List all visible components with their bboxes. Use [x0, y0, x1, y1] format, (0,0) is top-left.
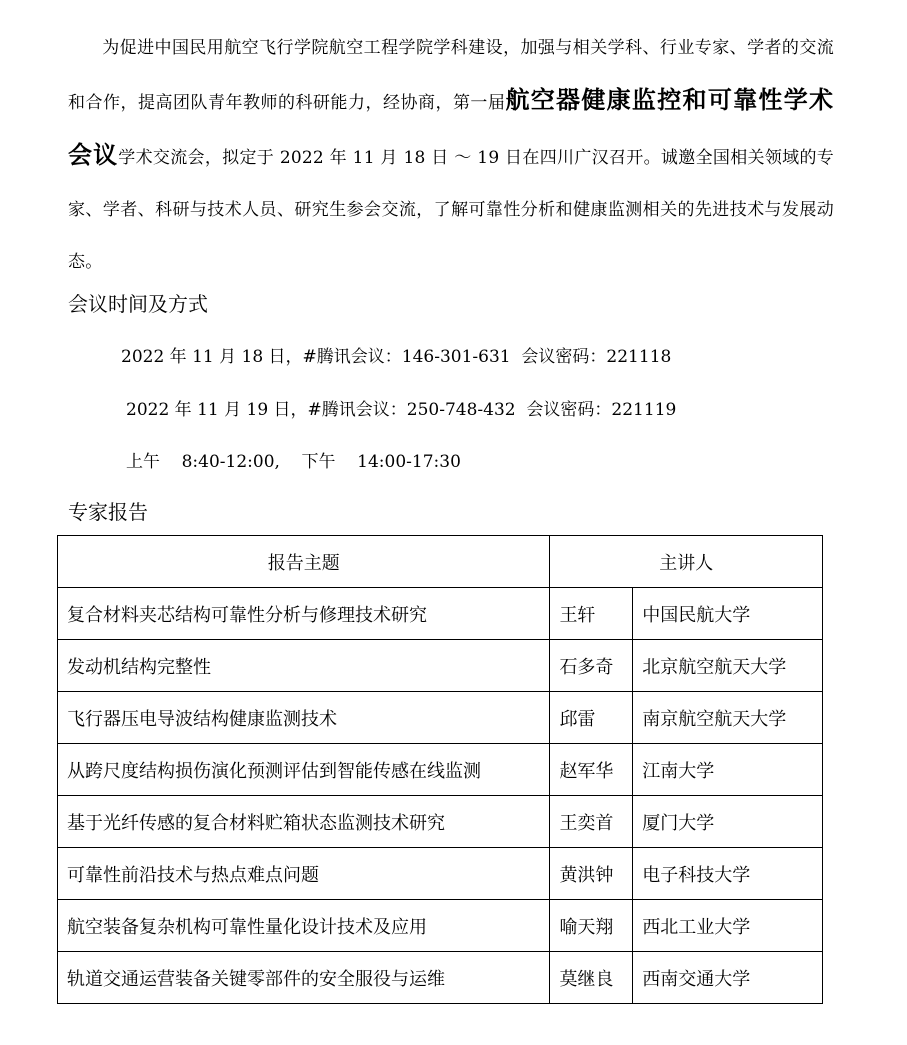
intro-text-part2: 学术交流会，拟定于 2022 年 11 月 18 日 ～ 19 日在四川广汉召开。诚邀全国相关领域的专家、学者、科研与技术人员、研究生参会交流，了解可靠性分析和健康监测相关的先进技术与发展动态。: [68, 148, 835, 272]
table-row: [58, 744, 823, 796]
speaker-name: 王奕首: [550, 796, 633, 848]
meeting-heading: 会议时间及方式: [68, 292, 208, 316]
report-topic: 从跨尺度结构损伤演化预测评估到智能传感在线监测: [58, 744, 550, 796]
report-topic: 复合材料夹芯结构可靠性分析与修理技术研究: [58, 588, 550, 640]
report-topic: 可靠性前沿技术与热点难点问题: [58, 848, 550, 900]
speaker-org: 北京航空航天大学: [633, 640, 823, 692]
speaker-name: 邱雷: [550, 692, 633, 744]
speaker-org: 西南交通大学: [633, 952, 823, 1004]
intro-paragraph: [68, 22, 834, 288]
meeting-line-time: 上午 8:40-12:00, 下午 14:00-17:30: [126, 452, 461, 472]
speaker-name: 石多奇: [550, 640, 633, 692]
column-header-speaker: 主讲人: [550, 536, 823, 588]
report-topic: 飞行器压电导波结构健康监测技术: [58, 692, 550, 744]
meeting-line-day2: 2022 年 11 月 19 日，#腾讯会议：250-748-432 会议密码：221119: [126, 400, 677, 420]
speaker-name: 王轩: [550, 588, 633, 640]
table-row: [58, 848, 823, 900]
meeting-line-day1: 2022 年 11 月 18 日，#腾讯会议：146-301-631 会议密码：221118: [121, 347, 672, 367]
speaker-name: 喻天翔: [550, 900, 633, 952]
table-row: [58, 640, 823, 692]
table-row: [58, 952, 823, 1004]
table-row: [58, 900, 823, 952]
speaker-name: 赵军华: [550, 744, 633, 796]
intro-text-part1: 为促进中国民用航空飞行学院航空工程学院学科建设，加强与相关学科、行业专家、学者的交流和合作，提高团队青年教师的科研能力，经协商，第一届: [68, 38, 834, 113]
report-topic: 航空装备复杂机构可靠性量化设计技术及应用: [58, 900, 550, 952]
report-topic: 基于光纤传感的复合材料贮箱状态监测技术研究: [58, 796, 550, 848]
column-header-topic: 报告主题: [58, 536, 550, 588]
speaker-org: 电子科技大学: [633, 848, 823, 900]
reports-heading: 专家报告: [68, 500, 148, 524]
table-header-row: [58, 536, 823, 588]
speaker-name: 黄洪钟: [550, 848, 633, 900]
conference-name: 航空器健康监控和可靠性学术会议: [68, 86, 835, 169]
table-row: [58, 692, 823, 744]
table-row: [58, 796, 823, 848]
speaker-org: 西北工业大学: [633, 900, 823, 952]
speaker-org: 中国民航大学: [633, 588, 823, 640]
reports-table: [57, 535, 823, 1004]
speaker-org: 厦门大学: [633, 796, 823, 848]
speaker-org: 江南大学: [633, 744, 823, 796]
report-topic: 发动机结构完整性: [58, 640, 550, 692]
speaker-name: 莫继良: [550, 952, 633, 1004]
speaker-org: 南京航空航天大学: [633, 692, 823, 744]
report-topic: 轨道交通运营装备关键零部件的安全服役与运维: [58, 952, 550, 1004]
table-row: [58, 588, 823, 640]
